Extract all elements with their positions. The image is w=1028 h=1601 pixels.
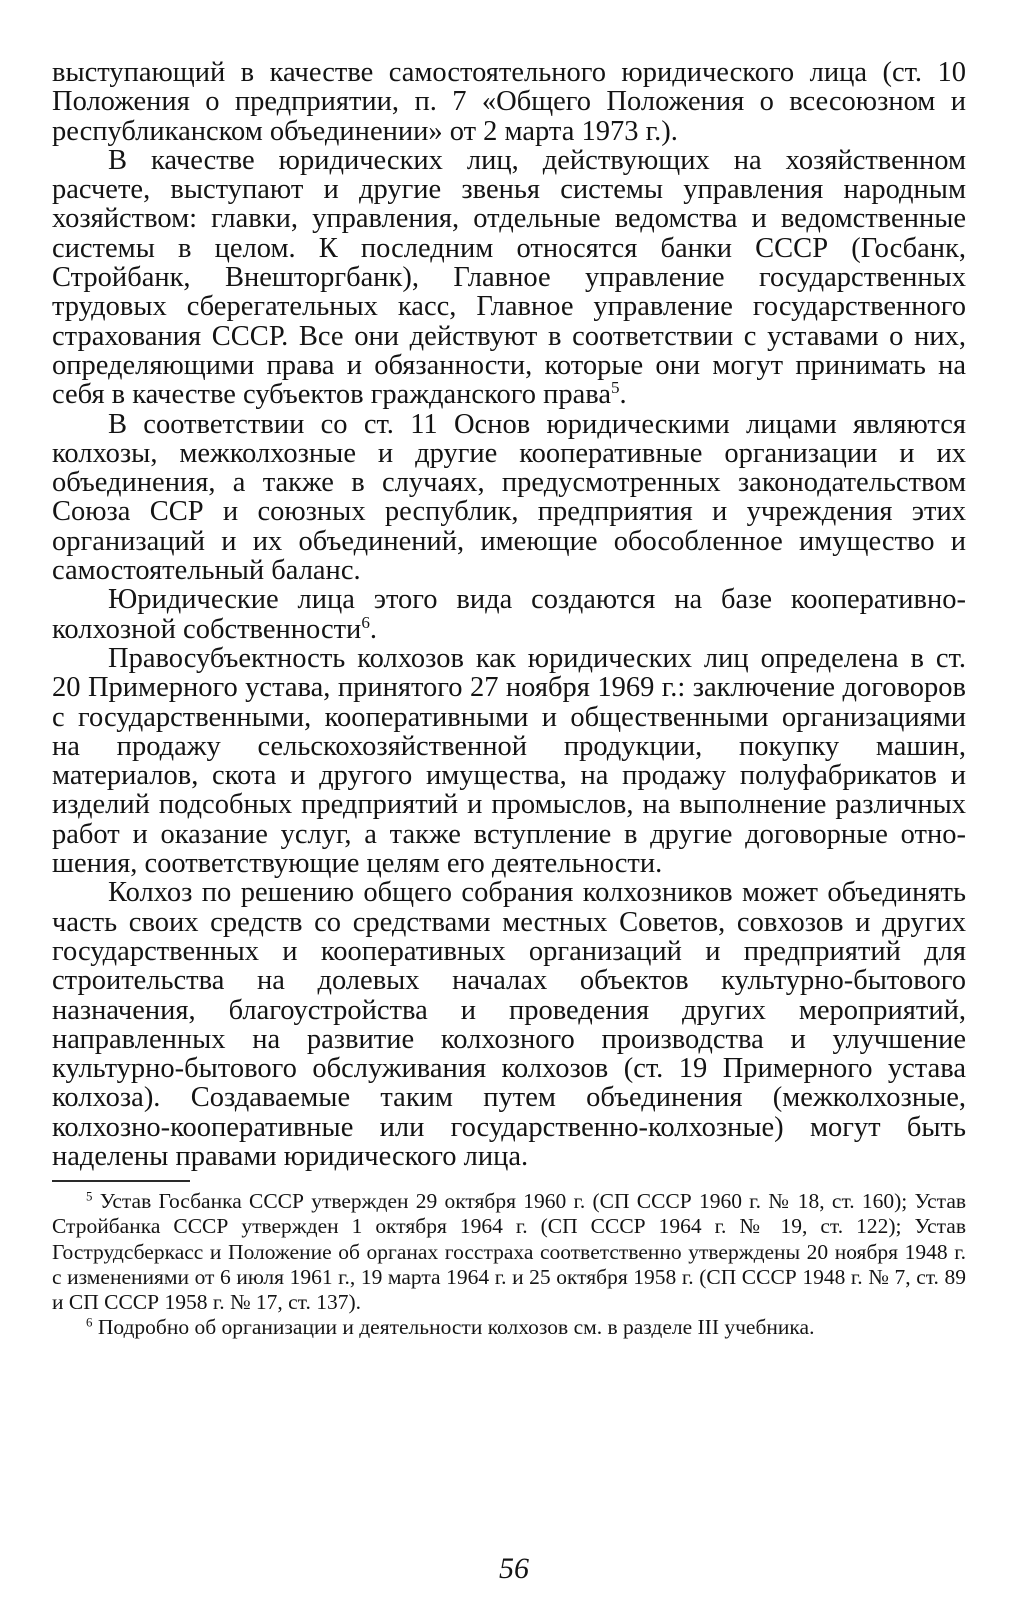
footnote-separator: [52, 1180, 190, 1182]
paragraph: [52, 58, 966, 146]
paragraph-text: Юридические лица этого вида создаются на базе кооперативно-колхозной собственности: [52, 584, 966, 645]
paragraph-text: выступающий в качестве самостоятельного юридического лица (ст. 10 Положения о предприятии, п. 7 «Общего Положения о всесоюзном и республиканском объединении» от 2 марта 1973 г.).: [52, 57, 966, 147]
main-text: [52, 58, 966, 1171]
paragraph-text: Правосубъектность колхозов как юридических лиц определена в ст. 20 Примерного устава, принятого 27 ноября 1969 г.: заключение договоров с государственными, кооперативными и общественными организациями на продажу сельскохозяйственной продукции, покупку машин, материалов, скота и другого имущества, на продажу полуфабрикатов и изделий подсобных предприятий и промыслов, на выполнение различных работ и оказание услуг, а также вступление в другие договорные отношения, соответствующие целям его деятельности.: [52, 642, 966, 880]
paragraph-text: В качестве юридических лиц, действующих на хозяйственном расчете, выступают и другие звенья системы управления народным хозяйством: главки, управления, отдельные ведомства и ведомственные системы в целом. К последним относятся банки СССР (Госбанк, Стройбанк, Внешторгбанк), Главное управление государственных трудовых сберегательных касс, Главное управление государственного страхования СССР. Все они действуют в соответствии с уставами о них, определяющими права и обязанности, которые они могут принимать на себя в качестве субъектов гражданского права: [52, 144, 966, 411]
paragraph-end: .: [619, 379, 627, 411]
paragraph-text: В соответствии со ст. 11 Основ юридическими лицами являются колхозы, межколхозные и другие кооперативные организации и их объединения, а также в случаях, предусмотренных законодательством Союза ССР и союзных республик, предприятия и учреждения этих организаций и их объединений, имеющие обособленное имущество и самостоятельный баланс.: [52, 408, 966, 587]
footnote-reference: 5: [610, 378, 620, 398]
paragraph: [52, 878, 966, 1171]
footnote-text: Подробно об организации и деятельности колхозов см. в разделе III учебника.: [97, 1315, 815, 1340]
paragraph-end: .: [369, 613, 377, 645]
paragraph: [52, 146, 966, 410]
footnotes: [52, 1189, 966, 1340]
footnote-text: Устав Госбанка СССР утвержден 29 октября 1960 г. (СП СССР 1960 г. № 18, ст. 160); Устав Стройбанка СССР утвержден 1 октября 1964 г. (СП СССР 1964 г. № 19, ст. 122); Устав Гострудсберкасс и Положение об органах госстраха соответственно утверждены 20 ноября 1948 г. с изменениями от 6 июля 1961 г., 19 марта 1964 г. и 25 октября 1958 г. (СП СССР 1948 г. № 7, ст. 89 и СП СССР 1958 г. № 17, ст. 137).: [52, 1189, 967, 1315]
paragraph: [52, 644, 966, 878]
footnote: [52, 1315, 966, 1340]
book-page: [52, 58, 966, 1341]
paragraph: [52, 585, 966, 644]
paragraph: [52, 410, 966, 586]
paragraph-text: Колхоз по решению общего собрания колхозников может объединять часть своих средств со средствами местных Советов, совхозов и других государственных и кооперативных организаций и предприятий для строительства на долевых началах объектов культурно-бытового назначения, благоустройства и проведения других мероприятий, направленных на развитие колхозного производства и улучшение культурно-бытового обслуживания колхозов (ст. 19 Примерного устава колхоза). Создаваемые таким путем объединения (межколхозные, колхозно-кооперативные или государственно-колхозные) могут быть наделены правами юридического лица.: [52, 877, 966, 1172]
footnote: [52, 1189, 966, 1315]
page-number: 56: [499, 1552, 529, 1585]
footnote-marker: 6: [86, 1315, 93, 1330]
footnote-marker: 5: [86, 1189, 93, 1204]
footnote-reference: 6: [361, 612, 370, 632]
